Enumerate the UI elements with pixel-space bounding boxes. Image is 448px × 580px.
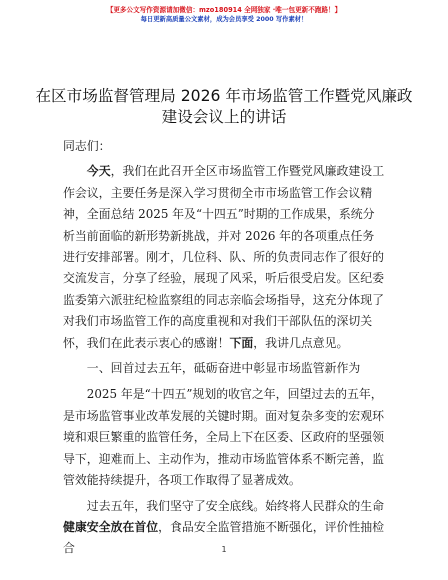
promo-line-2: 每日更新高质量公文素材，成为会员享受 2000 写作素材！ xyxy=(140,16,308,23)
document-title: 在区市场监督管理局 2026 年市场监管工作暨党风廉政建设会议上的讲话 xyxy=(35,87,413,126)
promo-banner xyxy=(0,6,448,24)
document-body xyxy=(63,136,385,560)
section-heading-1: 一、回首过去五年，砥砺奋进中彰显市场监管新作为 xyxy=(86,361,361,376)
promo-line-1: 【更多公文写作资源请加微信：mzo180914 全网独家 ·唯一包更新不跑路！】 xyxy=(106,6,342,14)
intro-text: ，我们在此召开全区市场监管工作暨党风廉政建设工作会议，主要任务是深入学习贯彻全市市场监管工作会议精神，全面总结 2025 年及“十四五”时期的工作成果，系统分析当前面临的新形势新挑战，并对 2026 年的各项重点任务进行安排部署。刚才，几位科、队、所的负责同志作了很好的交流发言，分享了经验，展现了风采，听后很受启发。区纪委监委第六派驻纪检监察组的同志亲临会场指导，这充分体现了对我们市场监管工作的高度重视和对我们干部队伍的深切关怀，我们在此表示衷心的感谢！ xyxy=(63,164,385,350)
safety-tail: ，食品安全监管措施不断强化，评价性抽检合 xyxy=(63,519,385,556)
paragraph-review: 2025 年是“十四五”规划的收官之年，回望过去的五年，是市场监管事业改革发展的关键时期。面对复杂多变的宏观环境和艰巨繁重的监管任务，全局上下在区委、区政府的坚强领导下，迎难而上、主动作为，推动市场监管体系不断完善，监管效能持续提升，各项工作取得了显著成效。 xyxy=(63,387,385,488)
paragraph-intro xyxy=(63,161,385,354)
page-number: 1 xyxy=(221,545,227,554)
salutation: 同志们： xyxy=(63,139,111,153)
intro-tail: ，我讲几点意见。 xyxy=(253,335,349,350)
intro-tail-bold: 下面 xyxy=(229,335,254,350)
intro-lead-bold: 今天 xyxy=(86,164,111,179)
safety-bold: 健康安全放在首位 xyxy=(63,519,159,534)
safety-text: 过去五年，我们坚守了安全底线。始终将人民群众的生命 xyxy=(86,498,385,513)
